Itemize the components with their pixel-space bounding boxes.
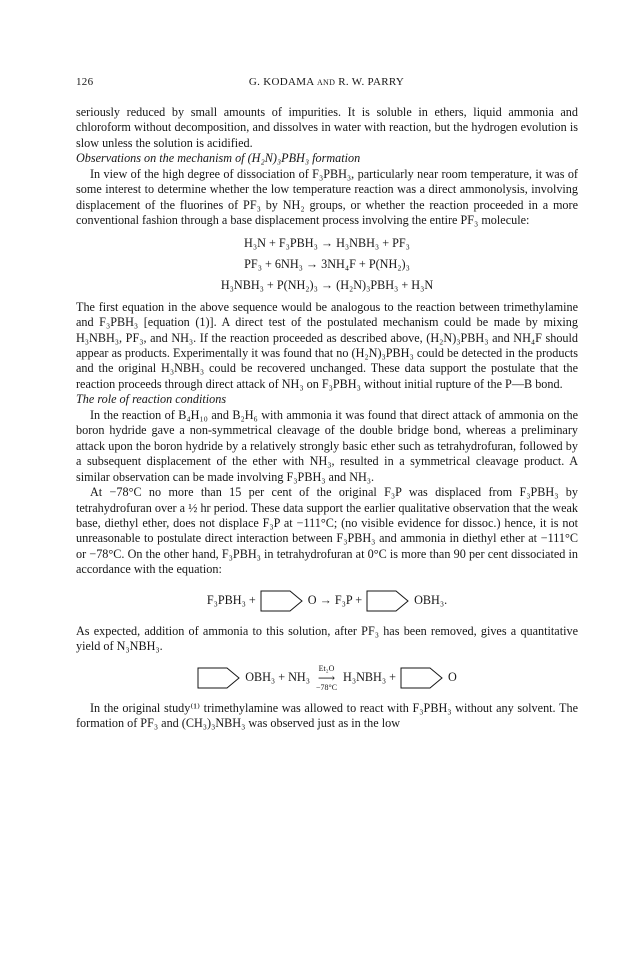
paragraph-3: The first equation in the above sequence would be analogous to the reaction between trimethylamine and F₃PBH₃ [equation (1)]. A direct test of the postulated mechanism could be made by mixing H₃NBH₃, PF₃, and NH₃. If the reaction proceeded as described above, (H₂N)₃PBH₃ and NH₄F should appear as products. Experimentally it was found that no (H₂N)₃PBH₃ could be detected in the products and the original H₃NBH₃ could be recovered unchanged. These data support the postulate that the reaction proceeds through direct attack of NH₃ on F₃PBH₃ without initial rupture of the P—B bond. [76,299,578,391]
paragraph-4: In the reaction of B₄H₁₀ and B₂H₆ with ammonia it was found that direct attack of ammonia on the boron hydride gave a non-symmetrical cleavage of the double bridge bond, whereas a preliminary attack upon the boron hydride by a relatively strongly basic ether such as tetrahydrofuran, followed by a subsequent displacement of the ether with NH₃, resulted in a symmetrical cleavage product. A similar observation can be made involving F₃PBH₃ and NH₃. [76,407,578,484]
thf-ring-icon [400,667,444,689]
article-body [76,105,578,732]
eq3-reactants: OBH₃ + NH₃ [245,669,310,684]
eq3-products: H₃NBH₃ + [343,669,396,684]
paragraph-6: As expected, addition of ammonia to this solution, after PF₃ has been removed, gives a quantitative yield of N₃NBH₃. [76,623,578,654]
thf-ring-icon [197,667,241,689]
ammonia-displacement-equation [76,661,578,695]
equation-3: H₃NBH₃ + P(NH₂)₃ → (H₂N)₃PBH₃ + H₃N [220,277,434,292]
eq3-thf: O [448,669,457,684]
reaction-arrow [316,664,337,692]
paragraph-1: seriously reduced by small amounts of impurities. It is soluble in ethers, liquid ammonia and chloroform without decomposition, and dissolves in water with reaction, but the hydrogen evolution is slow unless the solution is acidified. [76,105,578,150]
thf-ring-icon [366,590,410,612]
section-heading-conditions: The role of reaction conditions [76,392,227,407]
reaction-sequence [76,233,578,296]
right-arrow-icon: ⟶ [317,670,336,685]
eq2-mid: O → F₃P + [307,593,363,608]
equation-1: H₃N + F₃PBH₃ → H₃NBH₃ + PF₃ [244,235,410,250]
paragraph-7: In the original study⁽¹⁾ trimethylamine was allowed to react with F₃PBH₃ without any solvent. The formation of PF₃ and (CH₃)₃NBH₃ was observed just as in the low [76,700,578,731]
arrow-condition-solvent: Et₂O [318,663,335,673]
page-header [76,76,577,92]
section-heading-mechanism: Observations on the mechanism of (H₂N)₃PBH₃ formation [76,151,361,166]
arrow-condition-temperature: −78°C [316,682,338,692]
thf-ring-icon [260,590,304,612]
paragraph-5: At −78°C no more than 15 per cent of the original F₃P was displaced from F₃PBH₃ by tetrahydrofuran over a ½ hr period. These data support the earlier qualitative observation that the weak base, diethyl ether, does not displace F₃P at −111°C; (no visible evidence for dissoc.) hence, it is not unreasonable to postulate direct interaction between F₃PBH₃ and ammonia in diethyl ether at −111°C or −78°C. On the other hand, F₃PBH₃ in tetrahydrofuran at 0°C is more than 90 per cent dissociated in accordance with the equation: [76,485,578,577]
page-number: 126 [76,76,94,88]
running-head: G. KODAMA and R. W. PARRY [248,76,405,88]
equation-2: PF₃ + 6NH₃ → 3NH₄F + P(NH₂)₃ [244,256,410,271]
thf-dissociation-equation [76,584,578,618]
paragraph-2: In view of the high degree of dissociation of F₃PBH₃, particularly near room temperature, it was of some interest to determine whether the low temperature reaction was a direct ammonolysis, involving displacement of the fluorines of PF₃ by NH₂ groups, or whether the reaction proceeded in a more conventional fashion through a base displacement process involving the entire PF₃ molecule: [76,166,578,228]
eq2-left: F₃PBH₃ + [206,593,256,608]
eq2-right: OBH₃. [414,593,448,608]
